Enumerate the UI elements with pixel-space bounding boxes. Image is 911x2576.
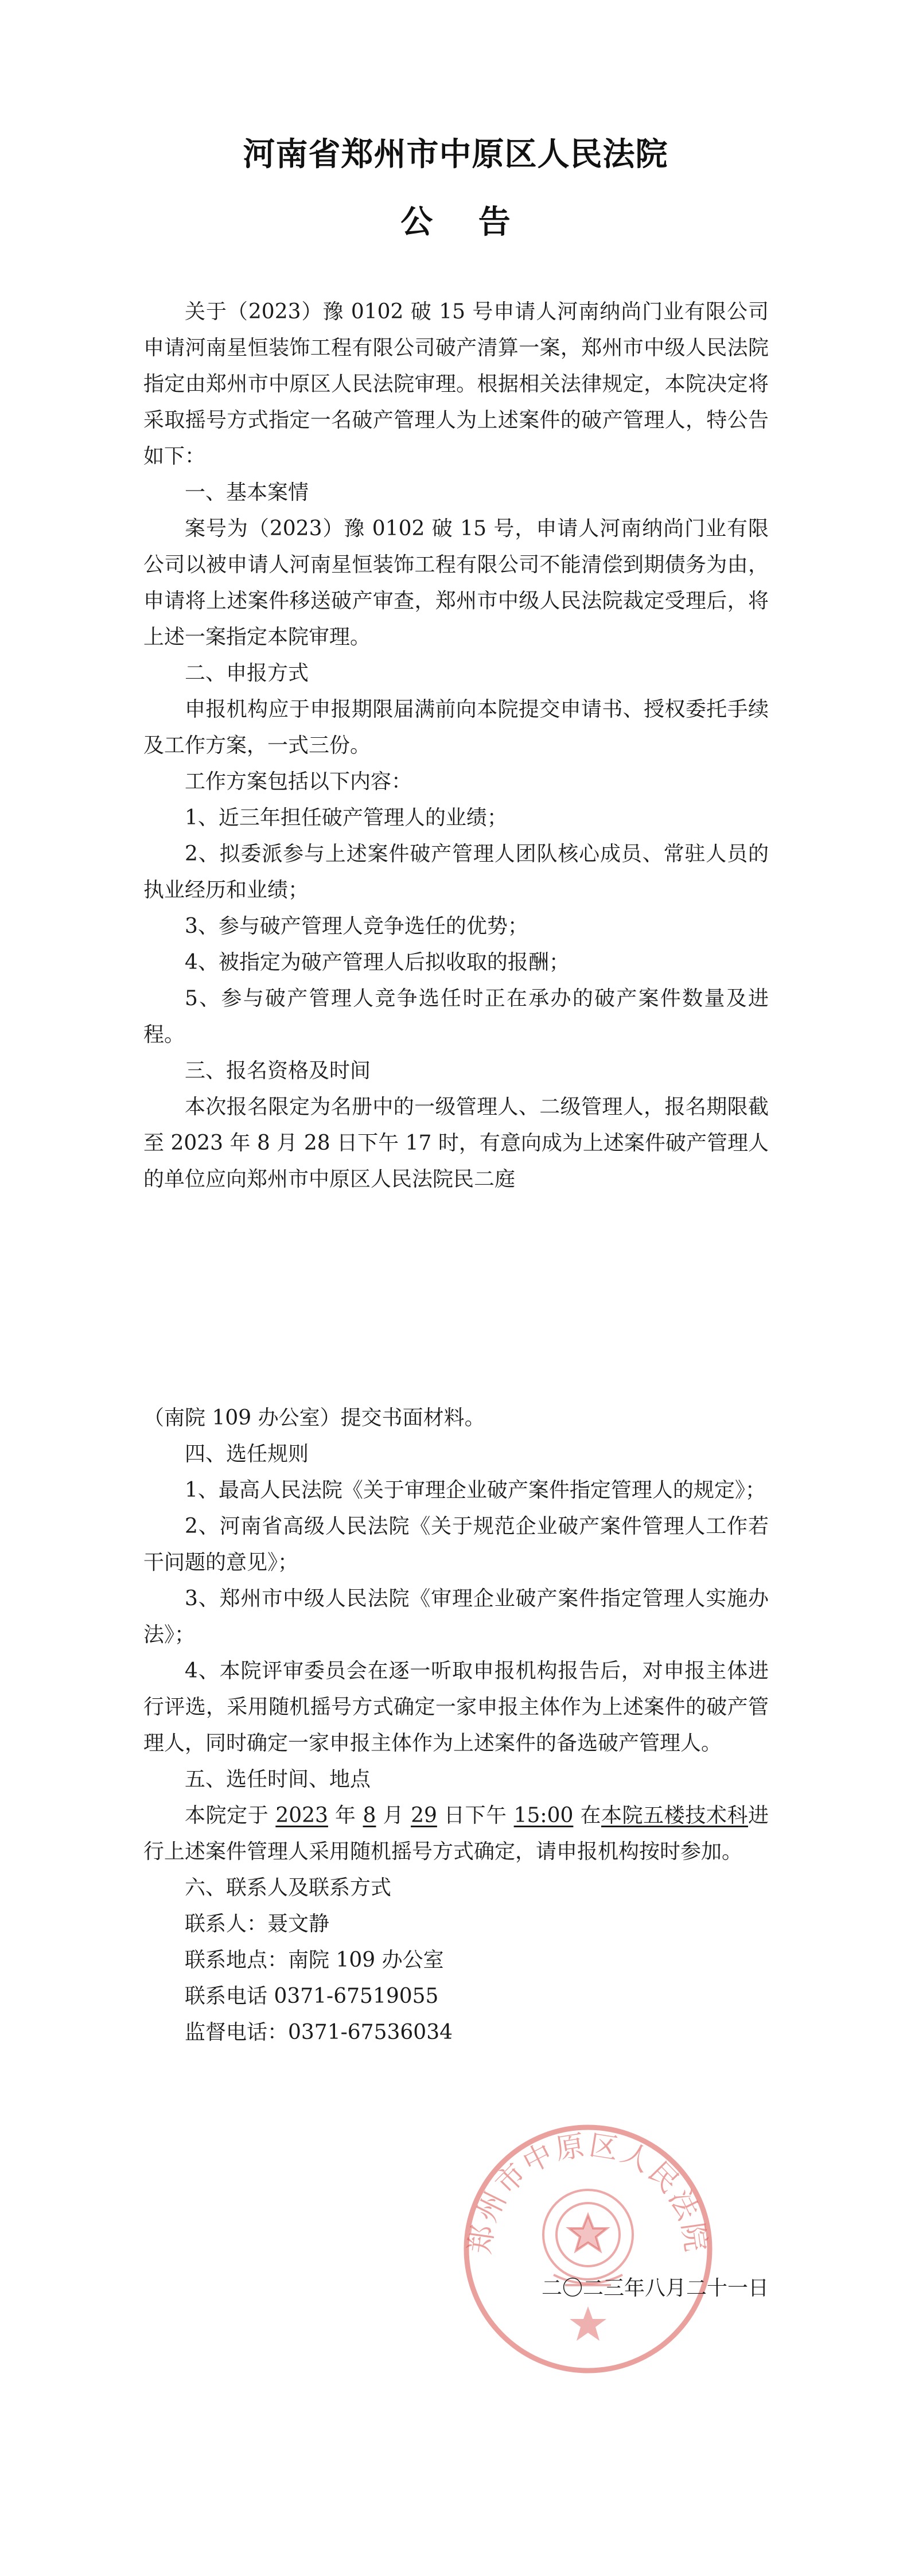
- notice-body-part2: [143, 1400, 769, 2050]
- notice-title: 公 告: [400, 204, 528, 241]
- case-paragraph: 案号为（2023）豫 0102 破 15 号，申请人河南纳尚门业有限公司以被申请人河南星恒装饰工程有限公司不能清偿到期债务为由，申请将上述案件移送破产审查，郑州市中级人民法院裁定受理后，将上述一案指定本院审理。: [143, 517, 769, 649]
- schedule-time: 15:00: [513, 1804, 574, 1827]
- notice-body-part1: [143, 294, 769, 1197]
- supervision-phone: 监督电话：0371-67536034: [185, 2021, 453, 2044]
- schedule-day-unit: 日下午: [437, 1804, 514, 1827]
- schedule-year-unit: 年: [328, 1804, 363, 1827]
- work-plan-intro: 工作方案包括以下内容：: [185, 770, 412, 793]
- work-plan-item: 2、拟委派参与上述案件破产管理人团队核心成员、常驻人员的执业经历和业绩；: [143, 842, 769, 902]
- work-plan-item: 5、参与破产管理人竞争选任时正在承办的破产案件数量及进程。: [143, 987, 769, 1046]
- schedule-paragraph: [143, 1797, 769, 1870]
- schedule-prefix: 本院定于: [185, 1804, 276, 1827]
- schedule-place: 本院五楼技术科: [601, 1804, 748, 1827]
- work-plan-item: 4、被指定为破产管理人后拟收取的报酬；: [185, 951, 570, 974]
- contact-phone: 联系电话 0371-67519055: [185, 1984, 439, 2008]
- schedule-day: 29: [411, 1804, 437, 1827]
- rule-item: 4、本院评审委员会在逐一听取申报机构报告后，对申报主体进行评选，采用随机摇号方式确定一家申报主体作为上述案件的破产管理人，同时确定一家申报主体作为上述案件的备选破产管理人。: [143, 1659, 769, 1755]
- schedule-suffix: 进行上述案件管理人采用随机摇号方式确定，请申报机构按时参加。: [143, 1804, 769, 1863]
- section-title-application: 二、申报方式: [185, 661, 309, 685]
- rule-item: 2、河南省高级人民法院《关于规范企业破产案件管理人工作若干问题的意见》；: [143, 1515, 769, 1574]
- rule-item: 3、郑州市中级人民法院《审理企业破产案件指定管理人实施办法》；: [143, 1587, 769, 1647]
- work-plan-item: 3、参与破产管理人竞争选任的优势；: [185, 915, 528, 938]
- court-title: 河南省郑州市中原区人民法院: [243, 136, 668, 173]
- section-title-schedule: 五、选任时间、地点: [185, 1768, 371, 1791]
- notice-date: 二〇二三年八月二十一日: [541, 2277, 769, 2300]
- contact-location: 联系地点：南院 109 办公室: [185, 1948, 444, 1972]
- rule-item: 1、最高人民法院《关于审理企业破产案件指定管理人的规定》；: [185, 1478, 766, 1502]
- qualification-paragraph: 本次报名限定为名册中的一级管理人、二级管理人，报名期限截至 2023 年 8 月 28 日下午 17 时，有意向成为上述案件破产管理人的单位应向郑州市中原区人民法院民二庭: [143, 1095, 769, 1191]
- work-plan-item: 1、近三年担任破产管理人的业绩；: [185, 806, 508, 830]
- section-title-contacts: 六、联系人及联系方式: [185, 1876, 392, 1900]
- schedule-at: 在: [573, 1804, 601, 1827]
- seal-text: 郑州市中原区人民法院: [463, 2128, 713, 2256]
- section-title-qualification: 三、报名资格及时间: [185, 1059, 371, 1083]
- schedule-month: 8: [363, 1804, 376, 1827]
- schedule-month-unit: 月: [376, 1804, 411, 1827]
- intro-paragraph: 关于（2023）豫 0102 破 15 号申请人河南纳尚门业有限公司申请河南星恒装饰工程有限公司破产清算一案，郑州市中级人民法院指定由郑州市中原区人民法院审理。根据相关法律规定，本院决定将采取摇号方式指定一名破产管理人为上述案件的破产管理人，特公告如下：: [143, 300, 769, 468]
- section-title-rules: 四、选任规则: [185, 1442, 309, 1466]
- continuation-line: （南院 109 办公室）提交书面材料。: [143, 1406, 485, 1430]
- court-seal-icon: [456, 2117, 720, 2381]
- contact-person: 联系人：聂文静: [185, 1912, 330, 1936]
- section-title-basic-case: 一、基本案情: [185, 481, 309, 504]
- application-paragraph: 申报机构应于申报期限届满前向本院提交申请书、授权委托手续及工作方案，一式三份。: [143, 698, 769, 757]
- schedule-year: 2023: [275, 1804, 328, 1827]
